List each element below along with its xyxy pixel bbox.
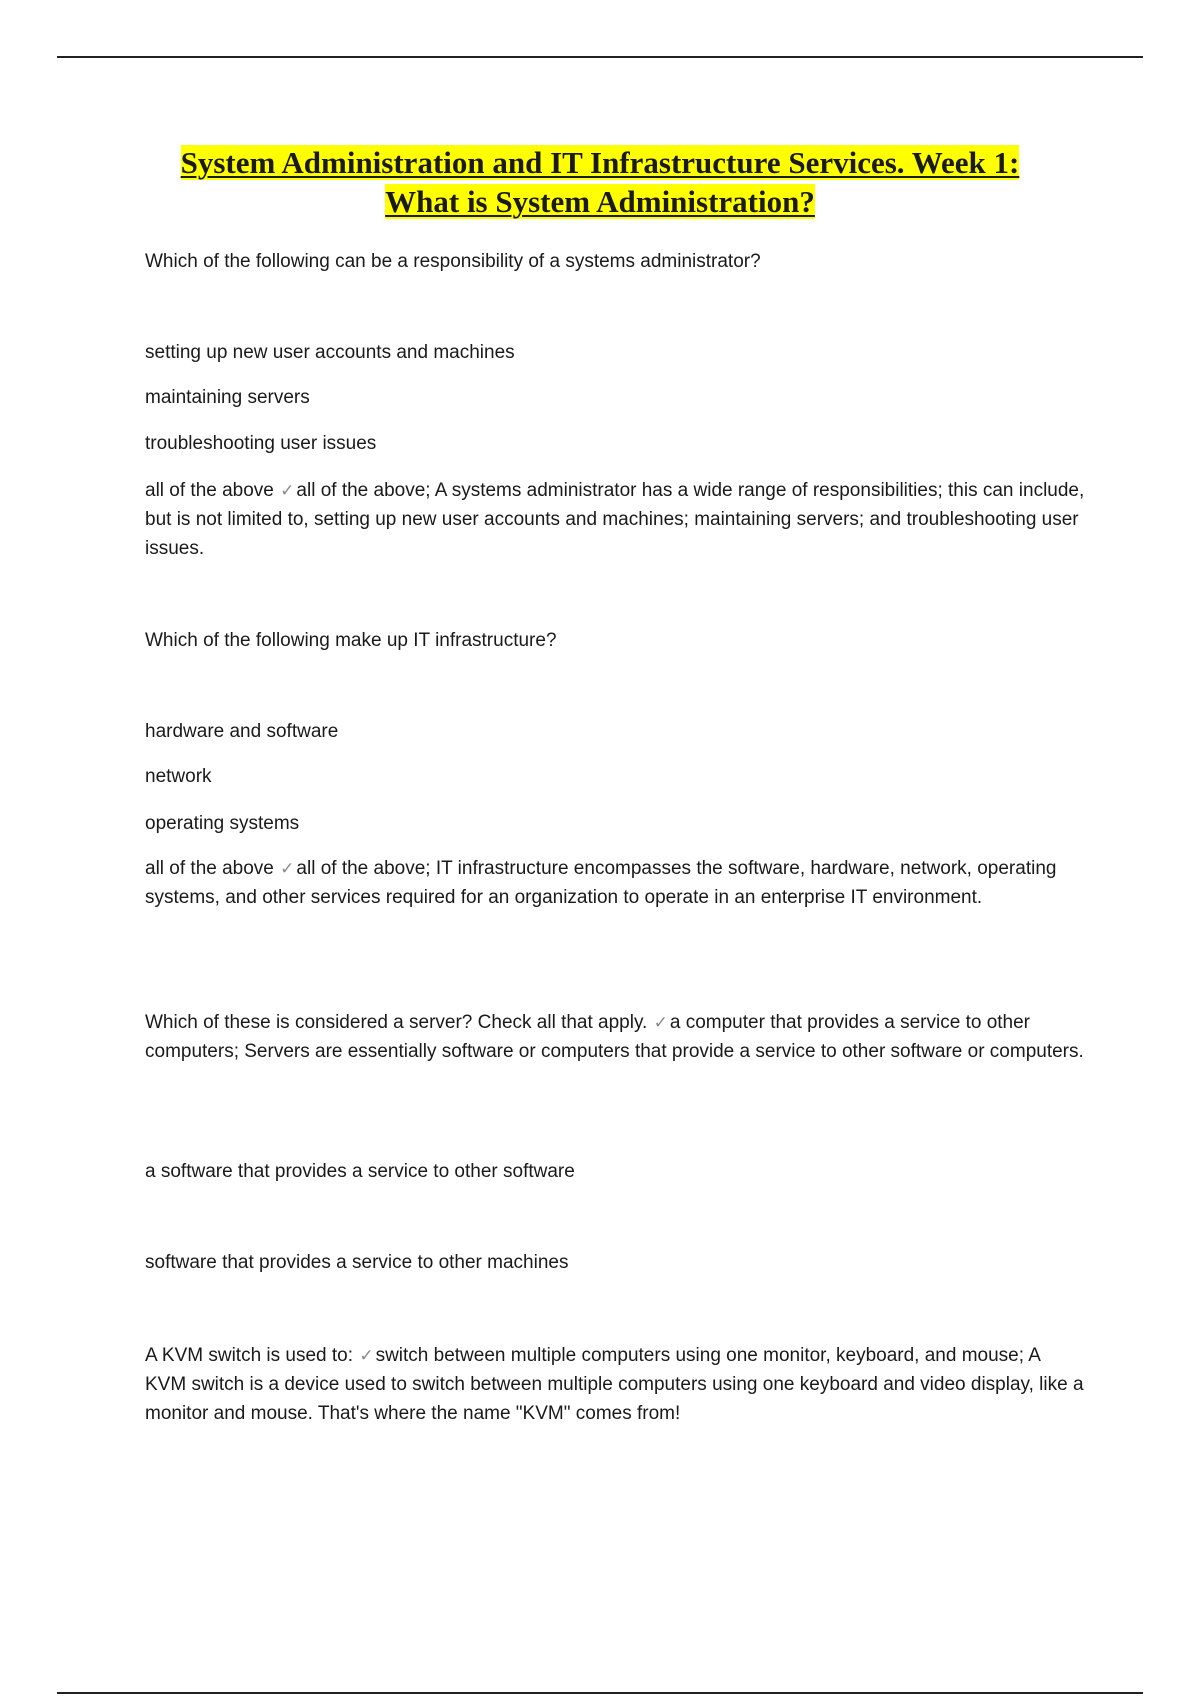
q1-answer xyxy=(145,476,1085,563)
q3-option-2: software that provides a service to other machines xyxy=(145,1252,569,1273)
q3-question: Which of these is considered a server? Check all that apply. xyxy=(145,1012,648,1033)
q2-answer-option: all of the above xyxy=(145,858,274,879)
q2-option-2: network xyxy=(145,766,212,787)
q3-answer-text: a computer that provides a service to other computers; Servers are essentially software or computers that provide a service to other software or computers. xyxy=(145,1012,1084,1062)
q2-answer-text: all of the above; IT infrastructure encompasses the software, hardware, network, operating systems, and other services required for an organization to operate in an enterprise IT environment. xyxy=(145,858,1057,908)
q2-answer xyxy=(145,854,1085,912)
q2-option-1: hardware and software xyxy=(145,721,339,742)
bottom-rule xyxy=(57,1692,1143,1694)
q1-option-2: maintaining servers xyxy=(145,387,310,408)
q1-answer-text: all of the above; A systems administrator has a wide range of responsibilities; this can include, but is not limited to, setting up new user accounts and machines; maintaining servers; and troubleshooting user issues. xyxy=(145,480,1085,559)
q1-option-1: setting up new user accounts and machines xyxy=(145,342,515,363)
q4-answer-text: switch between multiple computers using one monitor, keyboard, and mouse; A KVM switch is a device used to switch between multiple computers using one keyboard and video display, like a monitor and mouse. That's where the name "KVM" comes from! xyxy=(145,1345,1084,1424)
title-line-2: What is System Administration? xyxy=(385,184,815,219)
q1-question: Which of the following can be a responsibility of a systems administrator? xyxy=(145,251,761,272)
checkmark-icon: ✓ xyxy=(280,859,295,878)
q4-question-answer xyxy=(145,1341,1085,1428)
top-rule xyxy=(57,56,1143,58)
title-line-1: System Administration and IT Infrastructure Services. Week 1: xyxy=(180,145,1020,180)
q1-option-3: troubleshooting user issues xyxy=(145,433,377,454)
q4-question: A KVM switch is used to: xyxy=(145,1345,354,1366)
q2-option-3: operating systems xyxy=(145,813,300,834)
checkmark-icon: ✓ xyxy=(653,1013,668,1032)
checkmark-icon: ✓ xyxy=(359,1346,374,1365)
q2-question: Which of the following make up IT infrastructure? xyxy=(145,630,557,651)
q1-answer-option: all of the above xyxy=(145,480,274,501)
checkmark-icon: ✓ xyxy=(280,481,295,500)
q3-option-1: a software that provides a service to other software xyxy=(145,1161,575,1182)
document-title xyxy=(100,143,1100,221)
q3-question-answer xyxy=(145,1008,1085,1066)
